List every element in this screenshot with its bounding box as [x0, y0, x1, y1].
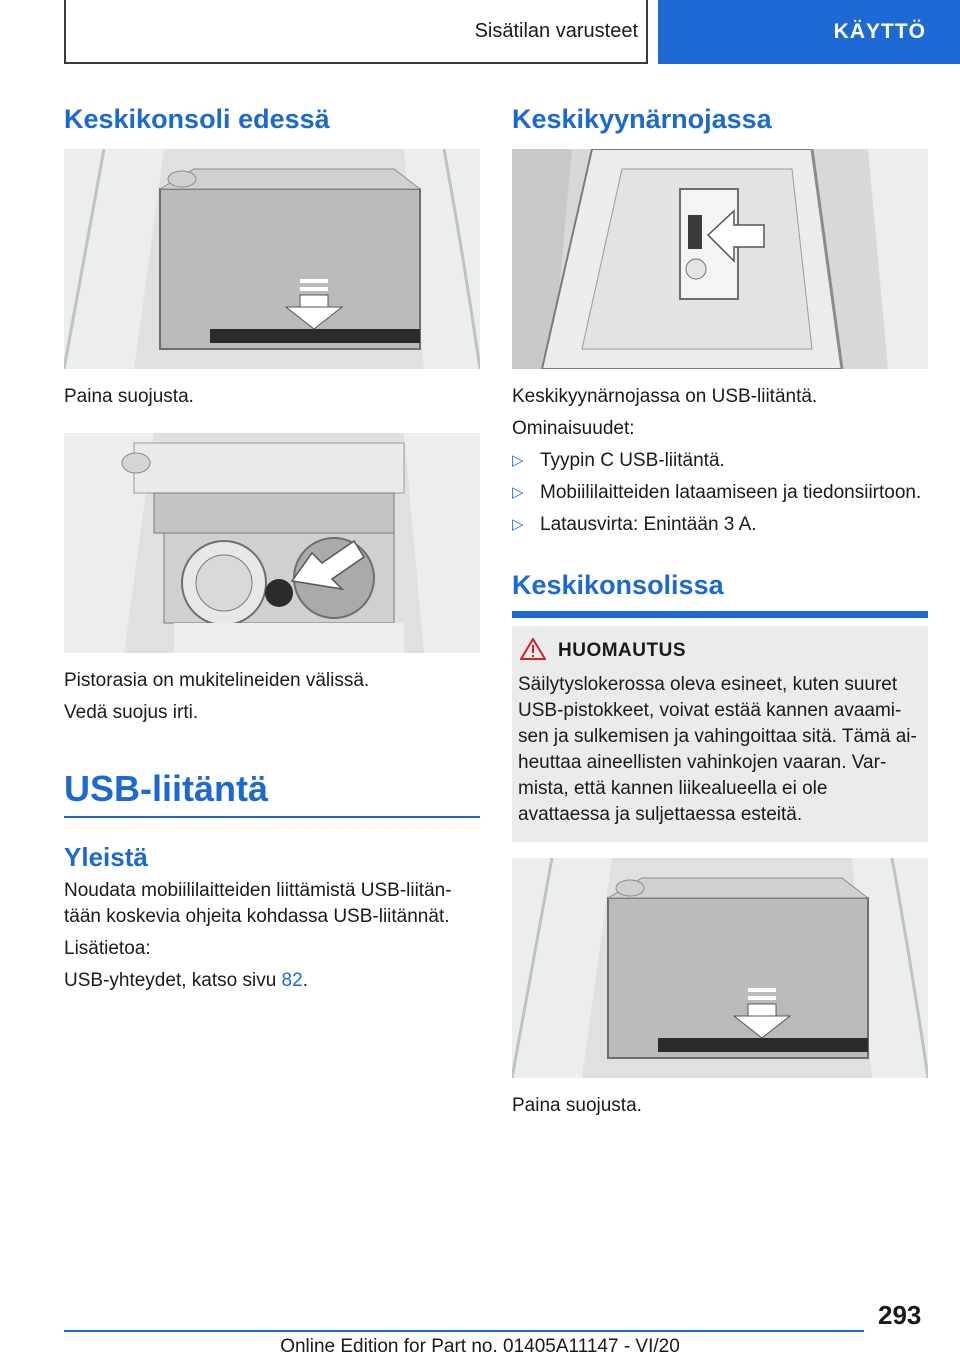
front-console-closed-image — [64, 149, 480, 369]
feature-text: Tyypin C USB-liitäntä. — [540, 450, 725, 471]
general-text: Noudata mobiililaitteiden liittämistä USB-liitäntään koskevia ohjeita kohdassa USB-liitännät. — [64, 880, 452, 927]
armrest-usb-image — [512, 149, 928, 369]
header-chapter-tab[interactable] — [658, 0, 960, 64]
triangle-right-icon: ▷ — [512, 484, 524, 501]
notice-text: Säilytyslokerossa oleva esineet, kuten suuret USB-pistokkeet, voivat estää kannen avaamisen ja sulkemisen ja vahingoittaa sitä. Tämä aiheuttaa aineellisten vahinkojen vaaran. Varmista, että kannen liikealueella ei ole avattaessa ja suljettaessa esteitä. — [518, 674, 917, 825]
armrest-heading: Keskikyynärnojassa — [512, 104, 772, 134]
usb-reference-text: USB-yhteydet, katso sivu — [64, 970, 282, 991]
caption-press-cover: Paina suojusta. — [64, 386, 194, 407]
front-console-open-image — [64, 433, 480, 653]
usb-heading: USB-liitäntä — [64, 768, 269, 809]
center-console-heading: Keskikonsolissa — [512, 570, 724, 600]
caption-press-cover-bottom: Paina suojusta. — [512, 1095, 642, 1116]
triangle-right-icon: ▷ — [512, 452, 524, 469]
page-number: 293 — [878, 1300, 922, 1330]
feature-item — [512, 480, 921, 506]
footer-rule — [64, 1330, 864, 1332]
feature-item — [512, 512, 757, 538]
usb-reference-page-link[interactable]: 82 — [281, 970, 303, 991]
general-heading: Yleistä — [64, 842, 148, 872]
armrest-text: Keskikyynärnojassa on USB-liitäntä. — [512, 386, 818, 407]
front-console-heading: Keskikonsoli edessä — [64, 104, 330, 134]
usb-heading-rule — [64, 816, 480, 818]
usb-reference-end: . — [302, 970, 308, 991]
header-chapter-label: KÄYTTÖ — [833, 20, 926, 43]
more-info-label: Lisätietoa: — [64, 938, 151, 959]
center-console-closed-image — [512, 858, 928, 1078]
usb-reference — [64, 968, 308, 994]
notice-top-bar — [512, 611, 928, 618]
notice-box — [512, 626, 928, 842]
footer-edition: Online Edition for Part no. 01405A11147 - VI/20 — [280, 1336, 680, 1357]
warning-triangle-icon — [520, 638, 546, 665]
triangle-right-icon: ▷ — [512, 516, 524, 533]
caption-socket-between: Pistorasia on mukitelineiden välissä. — [64, 670, 370, 691]
feature-text: Latausvirta: Enintään 3 A. — [540, 514, 757, 535]
features-label: Ominaisuudet: — [512, 418, 635, 439]
header-section-box — [64, 0, 648, 64]
caption-pull-cover: Vedä suojus irti. — [64, 702, 199, 723]
header-section-title: Sisätilan varusteet — [474, 20, 638, 42]
notice-title: HUOMAUTUS — [558, 640, 686, 661]
feature-text: Mobiililaitteiden lataamiseen ja tiedonsiirtoon. — [540, 482, 922, 503]
feature-item — [512, 448, 725, 474]
